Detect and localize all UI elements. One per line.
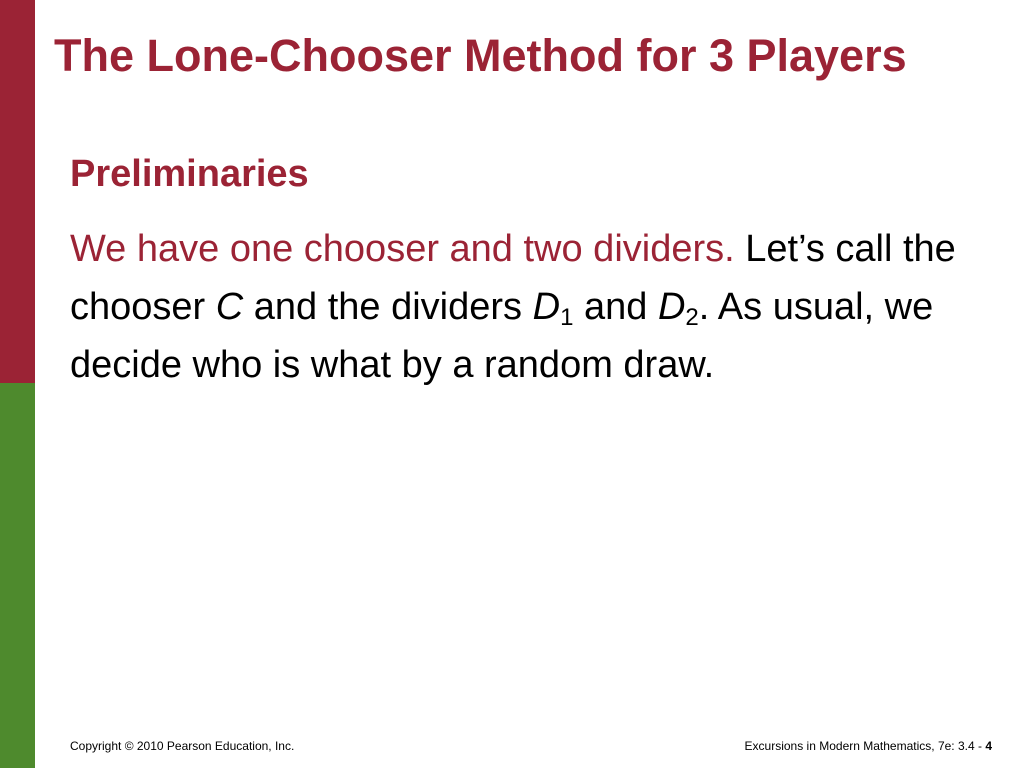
footer-page-number: 4 (985, 739, 992, 753)
variable-c: C (215, 286, 244, 328)
footer-book-info (745, 739, 992, 753)
body-paragraph (70, 220, 1000, 394)
body-text-1: Let’s call the chooser (70, 228, 956, 328)
body-text-4: . As usual, we decide who is what by a random draw. (70, 286, 934, 386)
body-text-3: and (573, 286, 658, 328)
variable-d1: D (532, 286, 561, 328)
subscript-1: 1 (560, 304, 574, 331)
footer-book-title: Excursions in Modern Mathematics, 7e: 3.4 - (744, 739, 986, 753)
subscript-2: 2 (685, 304, 699, 331)
body-text-2: and the dividers (243, 286, 533, 328)
section-heading: Preliminaries (70, 153, 309, 195)
sidebar-accent-red (0, 0, 35, 383)
slide-title: The Lone-Chooser Method for 3 Players (54, 30, 907, 81)
footer-copyright: Copyright © 2010 Pearson Education, Inc. (70, 739, 295, 753)
variable-d2: D (657, 286, 686, 328)
sidebar-accent-green (0, 383, 35, 768)
highlight-text: We have one chooser and two dividers. (70, 228, 735, 270)
